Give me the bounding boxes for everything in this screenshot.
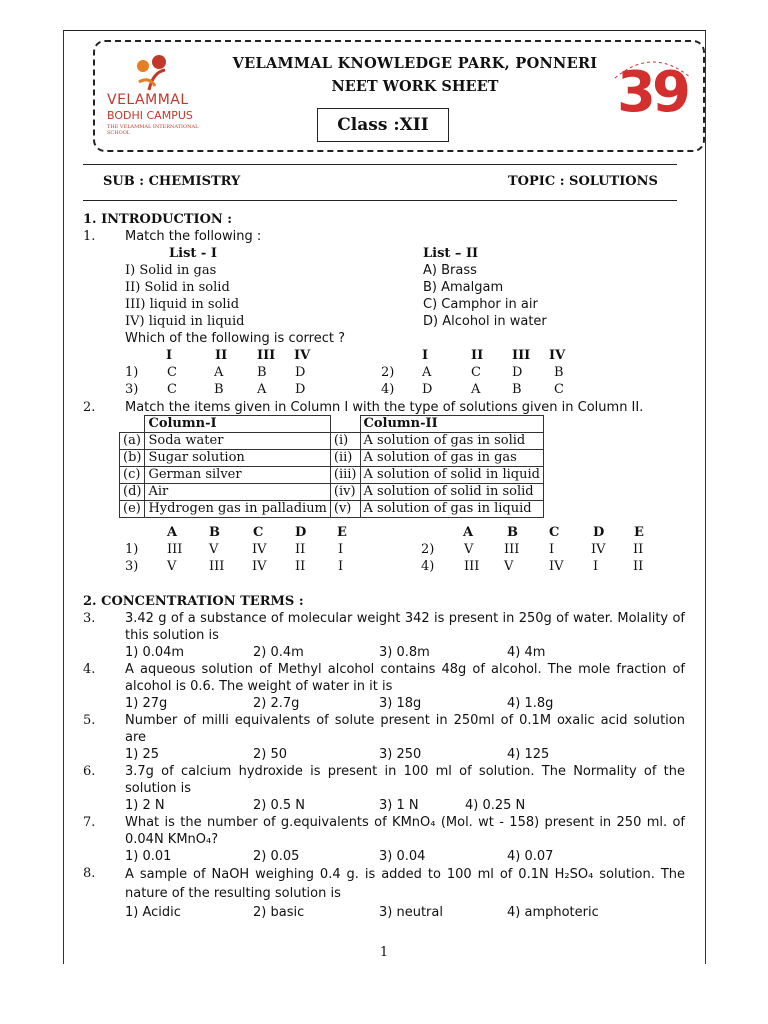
q3-option: 4) 4m [507,645,546,660]
q1-option-value: B [214,382,224,397]
sheet-title: NEET WORK SHEET [331,78,499,95]
q1-grid-header: II [471,348,484,363]
q4-text: A aqueous solution of Methyl alcohol contains 48g of alcohol. The mole fraction of alcohol is 0.6. The weight of water in it is [125,662,685,694]
q1-grid-header: III [512,348,531,363]
q2-option-value: III [464,559,480,574]
column-1-item: Sugar solution [145,450,330,467]
q8-option: 1) Acidic [125,905,181,920]
q1-grid-header: IV [294,348,311,363]
school-logo [107,52,217,137]
logo-word-velammal: VELAMMAL [107,92,189,108]
q1-option-value: C [554,382,564,397]
q1-option-value: C [167,365,177,380]
q2-option-number: 3) [125,559,139,574]
logo-word-bodhi: BODHI CAMPUS [107,109,193,122]
q3-text: 3.42 g of a substance of molecular weight 342 is present in 250g of water. Molality of this solution is [125,611,685,643]
q3-option: 3) 0.8m [379,645,430,660]
q1-grid-header: III [257,348,276,363]
q1-grid-header: IV [549,348,566,363]
section-heading-introduction: 1. INTRODUCTION : [83,212,233,227]
q1-option-value: B [512,382,522,397]
row-label: (iii) [330,467,360,484]
q1-option-value: C [471,365,481,380]
table-row [120,433,544,450]
row-label: (iv) [330,484,360,501]
q1-option-value: A [214,365,224,380]
q6-option: 2) 0.5 N [253,798,306,813]
q2-grid-header: D [295,525,307,540]
q1-grid-header: II [215,348,228,363]
q1-grid-header: I [422,348,429,363]
q2-option-number: 2) [421,542,435,557]
table-row [120,484,544,501]
q8-text: A sample of NaOH weighing 0.4 g. is added to 100 ml of 0.1N H₂SO₄ solution. The nature of the resulting solution is [125,867,685,901]
worksheet-page [63,30,705,964]
right-margin-line [705,30,706,964]
q2-option-value: II [633,542,644,557]
q2-option-value: IV [591,542,606,557]
q1-number: 1. [83,229,96,244]
q2-option-value: IV [252,559,267,574]
q2-option-value: III [209,559,225,574]
q1-grid-header: I [166,348,173,363]
q4-number: 4. [83,662,96,677]
section-heading-concentration: 2. CONCENTRATION TERMS : [83,594,304,609]
row-label: (a) [120,433,145,450]
q1-list1-item: III) liquid in solid [125,297,240,312]
q5-number: 5. [83,713,96,728]
badge-years: 39 [617,60,687,125]
column-1-item: Hydrogen gas in palladium [145,501,330,518]
q2-option-value: II [295,559,306,574]
q1-list2-heading: List – II [423,246,479,261]
q1-option-value: A [471,382,481,397]
class-label: Class :XII [317,108,449,142]
column-1-heading: Column-I [145,416,330,433]
q1-option-value: D [295,382,306,397]
q2-option-value: V [504,559,514,574]
school-name: VELAMMAL KNOWLEDGE PARK, PONNERI [232,55,598,72]
q2-option-value: V [464,542,474,557]
anniversary-badge [605,50,701,140]
q6-number: 6. [83,764,96,779]
q1-option-value: D [422,382,433,397]
q2-option-value: I [549,542,555,557]
q1-option-value: A [257,382,267,397]
column-2-item: A solution of gas in liquid [360,501,543,518]
column-2-item: A solution of solid in liquid [360,467,543,484]
q5-text: Number of milli equivalents of solute present in 250ml of 0.1M oxalic acid solution are [125,713,685,745]
q2-grid-header: A [463,525,474,540]
q8-number: 8. [83,866,96,881]
q1-option-number: 1) [125,365,139,380]
q4-option: 3) 18g [379,696,422,711]
q5-option: 3) 250 [379,747,422,762]
rule-1 [83,164,677,165]
q1-option-number: 4) [381,382,395,397]
q8-option: 4) amphoteric [507,905,599,920]
q2-option-value: V [209,542,219,557]
q4-option: 2) 2.7g [253,696,300,711]
header-frame [93,40,705,152]
q2-grid-header: C [549,525,560,540]
q5-option: 4) 125 [507,747,550,762]
q1-option-value: D [512,365,523,380]
q2-text: Match the items given in Column I with the type of solutions given in Column II. [125,400,644,415]
q8-option: 3) neutral [379,905,443,920]
q2-option-value: IV [549,559,564,574]
q2-option-number: 1) [125,542,139,557]
q2-option-value: II [295,542,306,557]
q1-list2-item: D) Alcohol in water [423,314,547,329]
q2-grid-header: B [507,525,518,540]
q1-list2-item: A) Brass [423,263,477,278]
q3-number: 3. [83,611,96,626]
q2-option-value: V [167,559,177,574]
q6-option: 1) 2 N [125,798,165,813]
column-1-item: Soda water [145,433,330,450]
column-2-item: A solution of solid in solid [360,484,543,501]
q7-option: 4) 0.07 [507,849,554,864]
q1-option-number: 3) [125,382,139,397]
column-2-heading: Column-II [360,416,543,433]
q1-list2-item: C) Camphor in air [423,297,538,312]
q1-list1-item: II) Solid in solid [125,280,230,295]
q2-option-value: II [633,559,644,574]
q7-option: 2) 0.05 [253,849,300,864]
q1-list1-item: I) Solid in gas [125,263,217,278]
row-label: (v) [330,501,360,518]
q6-option: 4) 0.25 N [465,798,526,813]
q2-grid-header: D [593,525,605,540]
q5-option: 2) 50 [253,747,288,762]
row-label: (c) [120,467,145,484]
q2-option-number: 4) [421,559,435,574]
q1-question: Which of the following is correct ? [125,331,345,346]
q3-option: 2) 0.4m [253,645,304,660]
q1-list1-item: IV) liquid in liquid [125,314,245,329]
row-label: (ii) [330,450,360,467]
q7-option: 3) 0.04 [379,849,426,864]
q2-option-value: I [593,559,599,574]
table-row [120,501,544,518]
row-label: (d) [120,484,145,501]
q1-option-value: D [295,365,306,380]
q1-list1-heading: List - I [169,246,217,261]
q4-option: 4) 1.8g [507,696,554,711]
q5-option: 1) 25 [125,747,160,762]
q1-option-value: B [257,365,267,380]
q2-grid-header: E [337,525,347,540]
column-1-item: German silver [145,467,330,484]
q2-grid-header: C [253,525,264,540]
table-header-row [120,416,544,433]
q2-option-value: III [504,542,520,557]
q1-text: Match the following : [125,229,262,244]
q2-option-value: IV [252,542,267,557]
subject-label: SUB : CHEMISTRY [103,174,241,189]
topic-label: TOPIC : SOLUTIONS [508,174,658,189]
column-2-item: A solution of gas in gas [360,450,543,467]
q7-number: 7. [83,815,96,830]
table-row [120,467,544,484]
q2-grid-header: B [209,525,220,540]
page-number: 1 [379,945,389,960]
q7-option: 1) 0.01 [125,849,172,864]
q4-option: 1) 27g [125,696,168,711]
q6-text: 3.7g of calcium hydroxide is present in 100 ml of solution. The Normality of the solution is [125,764,685,796]
column-2-item: A solution of gas in solid [360,433,543,450]
q2-option-value: I [338,559,344,574]
q3-option: 1) 0.04m [125,645,185,660]
q2-grid-header: E [634,525,644,540]
row-label: (i) [330,433,360,450]
logo-tagline: THE VELAMMAL INTERNATIONAL SCHOOL [107,124,199,136]
q1-option-value: B [554,365,564,380]
q1-option-number: 2) [381,365,395,380]
q2-option-value: I [338,542,344,557]
q2-number: 2. [83,400,96,415]
q8-option: 2) basic [253,905,305,920]
table-row [120,450,544,467]
q2-option-value: III [167,542,183,557]
row-label: (e) [120,501,145,518]
q1-list2-item: B) Amalgam [423,280,504,295]
q2-grid-header: A [167,525,178,540]
column-match-table [119,415,544,518]
q1-option-value: C [167,382,177,397]
q1-option-value: A [422,365,432,380]
flower-logo-icon [129,52,189,92]
q6-option: 3) 1 N [379,798,419,813]
q7-text: What is the number of g.equivalents of KMnO₄ (Mol. wt - 158) present in 250 ml. of 0.04N KMnO₄? [125,815,685,847]
column-1-item: Air [145,484,330,501]
rule-2 [83,200,677,201]
row-label: (b) [120,450,145,467]
